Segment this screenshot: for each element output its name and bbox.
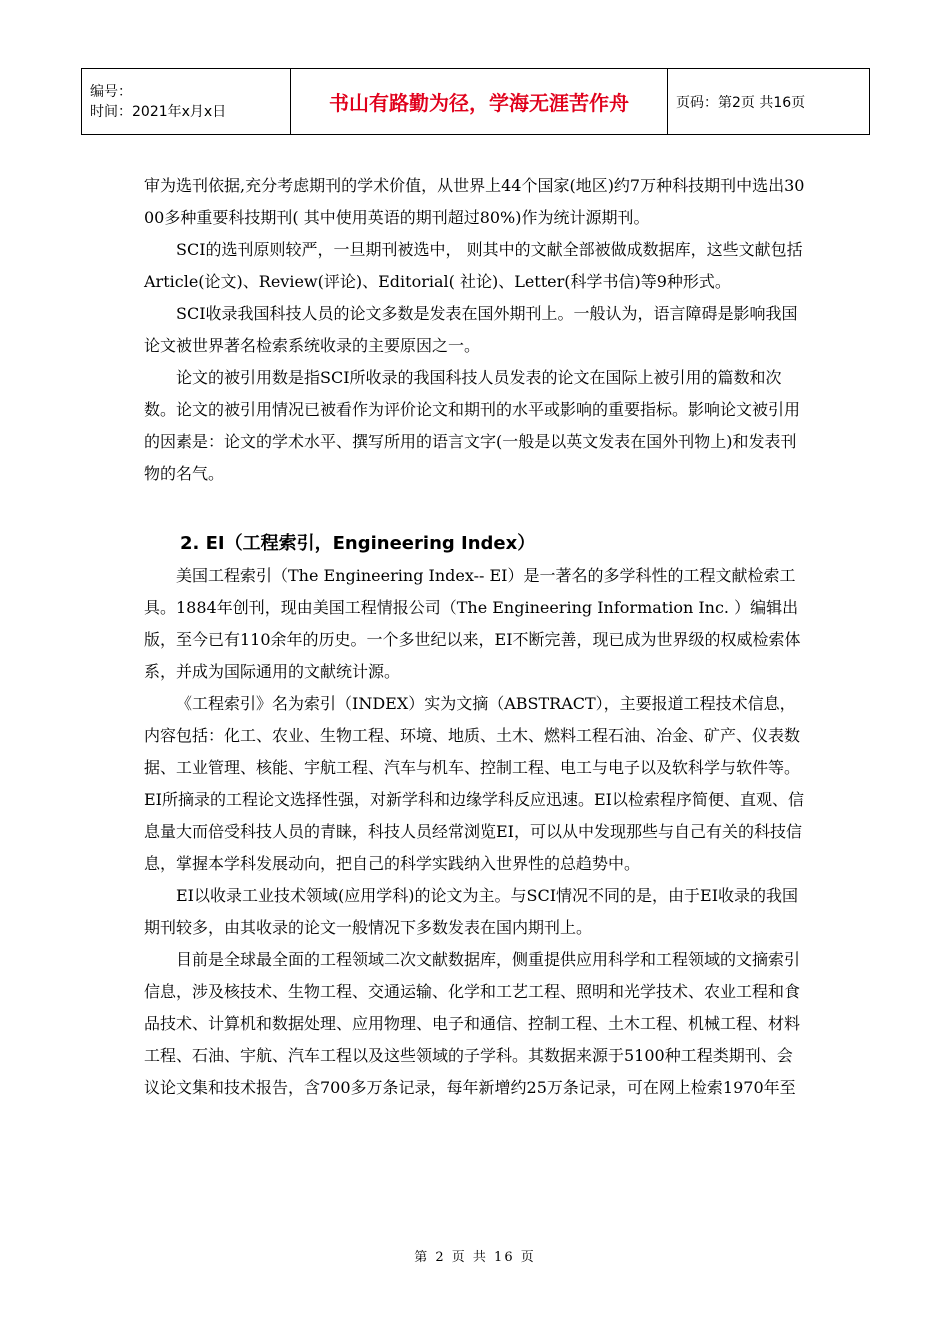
paragraph-sci-principles: SCI的选刊原则较严，一旦期刊被选中， 则其中的文献全部被做成数据库，这些文献包括Article(论文)、Review(评论)、Editorial( 社论)、Letter(科学书信)等9种形式。 (144, 240, 803, 291)
header-info-cell (82, 69, 291, 135)
document-number-label: 编号： (90, 83, 132, 100)
paragraph-ei-intro: 美国工程索引（The Engineering Index-- EI）是一著名的多学科性的工程文献检索工具。1884年创刊，现由美国工程情报公司（The Engineering Information Inc. ）编辑出版，至今已有110余年的历史。一个多世纪以来，EI不断完善，现已成为世界级的权威检索体系，并成为国际通用的文献统计源。 (144, 566, 801, 681)
paragraph-sci-foreign-journals: SCI收录我国科技人员的论文多数是发表在国外期刊上。一般认为，语言障碍是影响我国论文被世界著名检索系统收录的主要原因之一。 (144, 304, 798, 355)
header-page-code: 页码：第2页 共16页 (668, 69, 870, 135)
header-table (81, 68, 870, 135)
document-date-label: 时间：2021年x月x日 (90, 103, 227, 120)
paragraph-sci-selection-cont: 审为选刊依据,充分考虑期刊的学术价值，从世界上44个国家(地区)约7万种科技期刊中选出3000多种重要科技期刊( 其中使用英语的期刊超过80%)作为统计源期刊。 (144, 176, 805, 227)
paragraph-sci-citations: 论文的被引用数是指SCI所收录的我国科技人员发表的论文在国际上被引用的篇数和次数。论文的被引用情况已被看作为评价论文和期刊的水平或影响的重要指标。影响论文被引用的因素是：论文的学术水平、撰写所用的语言文字(一般是以英文发表在国外刊物上)和发表刊物的名气。 (144, 368, 801, 483)
paragraph-ei-vs-sci: EI以收录工业技术领域(应用学科)的论文为主。与SCI情况不同的是，由于EI收录的我国期刊较多，由其收录的论文一般情况下多数发表在国内期刊上。 (144, 886, 799, 937)
document-body (144, 170, 808, 1104)
header-motto: 书山有路勤为径，学海无涯苦作舟 (291, 69, 668, 135)
paragraph-ei-content: 《工程索引》名为索引（INDEX）实为文摘（ABSTRACT），主要报道工程技术信息，内容包括：化工、农业、生物工程、环境、地质、土木、燃料工程石油、冶金、矿产、仪表数据、工业管理、核能、宇航工程、汽车与机车、控制工程、电工与电子以及软科学与软件等。EI所摘录的工程论文选择性强，对新学科和边缘学科反应迅速。EI以检索程序简便、直观、信息量大而倍受科技人员的青睐，科技人员经常浏览EI，可以从中发现那些与自己有关的科技信息，掌握本学科发展动向，把自己的科学实践纳入世界性的总趋势中。 (144, 694, 805, 873)
paragraph-ei-database: 目前是全球最全面的工程领域二次文献数据库，侧重提供应用科学和工程领域的文摘索引信息，涉及核技术、生物工程、交通运输、化学和工艺工程、照明和光学技术、农业工程和食品技术、计算机和数据处理、应用物理、电子和通信、控制工程、土木工程、机械工程、材料工程、石油、宇航、汽车工程以及这些领域的子学科。其数据来源于5100种工程类期刊、会议论文集和技术报告，含700多万条记录，每年新增约25万条记录，可在网上检索1970年至 (144, 950, 801, 1097)
page-footer: 第 2 页 共 16 页 (414, 1250, 536, 1265)
section-heading-ei: 2. EI（工程索引，Engineering Index） (180, 533, 536, 554)
